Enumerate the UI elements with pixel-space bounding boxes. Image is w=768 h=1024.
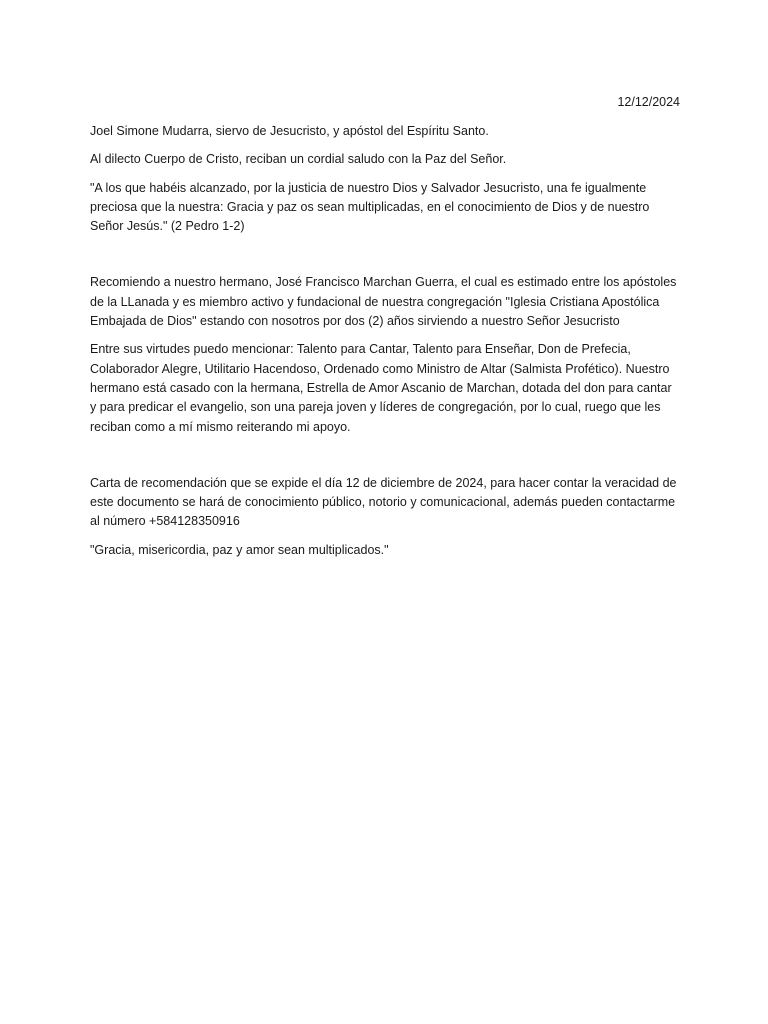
- scripture-quote: "A los que habéis alcanzado, por la justicia de nuestro Dios y Salvador Jesucristo, una fe igualmente preciosa que la nuestra: Gracia y paz os sean multiplicadas, en el conocimiento de Dios y de nuestro Señor Jesús." (2 Pedro 1-2): [90, 180, 650, 234]
- spacer: [90, 245, 680, 273]
- recommendation-paragraph: Recomiendo a nuestro hermano, José Francisco Marchan Guerra, el cual es estimado entre los apóstoles de la LLanada y es miembro activo y fundacional de nuestra congregación "Iglesia Cristiana Apostólica Embajada de Dios" estando con nosotros por dos (2) años sirviendo a nuestro Señor Jesucristo: [90, 275, 677, 329]
- letter-page: [90, 94, 680, 569]
- spacer: [90, 446, 680, 474]
- sender-line: Joel Simone Mudarra, siervo de Jesucristo, y apóstol del Espíritu Santo.: [90, 124, 489, 138]
- virtues-paragraph: Entre sus virtudes puedo mencionar: Talento para Cantar, Talento para Enseñar, Don de Prefecia, Colaborador Alegre, Utilitario Hacendoso, Ordenado como Ministro de Altar (Salmista Profético). Nuestro hermano está casado con la hermana, Estrella de Amor Ascanio de Marchan, dotada del don para cantar y para predicar el evangelio, son una pareja joven y líderes de congregación, por lo cual, ruego que les reciban como a mí mismo reiterando mi apoyo.: [90, 342, 672, 434]
- blessing-line: "Gracia, misericordia, paz y amor sean multiplicados.": [90, 542, 389, 557]
- letter-date: 12/12/2024: [617, 95, 680, 109]
- closing-paragraph: Carta de recomendación que se expide el día 12 de diciembre de 2024, para hacer contar la veracidad de este documento se hará de conocimiento público, notorio y comunicacional, además pueden contactarme al número +584128350916: [90, 475, 677, 529]
- greeting-line: Al dilecto Cuerpo de Cristo, reciban un cordial saludo con la Paz del Señor.: [90, 152, 507, 167]
